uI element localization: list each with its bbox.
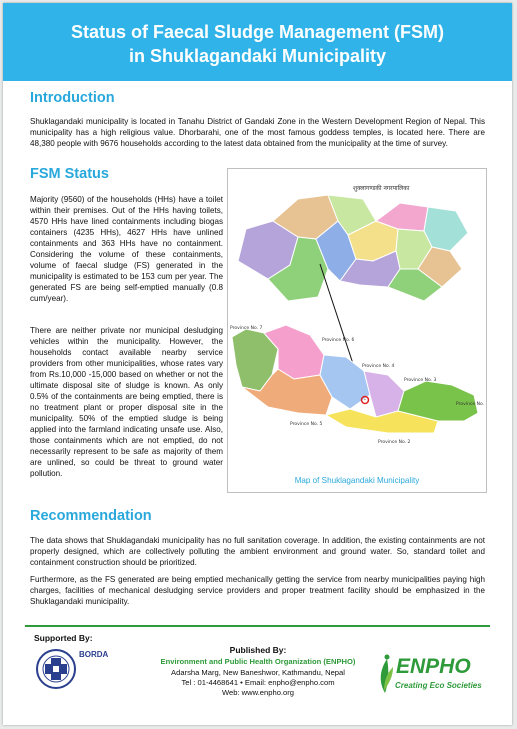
publisher-contact: Tel : 01-4468641 • Email: enpho@enpho.com [181, 678, 335, 687]
map-inset-title: शुक्लागण्डकी नगरपालिका [353, 185, 410, 192]
province-regions [232, 325, 478, 433]
recommendation-paragraph-1: The data shows that Shuklagandaki municipality has no full sanitation coverage. In addition, the existing containments are not properly designed, which are collectively polluting the ambient environment and ground water. So, standard toilet and containment construction should be prioritized. [30, 536, 485, 567]
footer-divider [25, 625, 490, 627]
title-line-2: in Shuklagandaki Municipality [128, 46, 387, 66]
publisher-organization: Environment and Public Health Organization (ENPHO) [160, 657, 356, 666]
title-banner [3, 3, 512, 81]
supported-by-label: Supported By: [34, 633, 93, 643]
enpho-leaf-icon [375, 653, 395, 695]
introduction-heading: Introduction [30, 90, 115, 106]
province-label-4: Province No. 4 [362, 364, 395, 369]
publisher-website: Web: www.enpho.org [221, 688, 295, 697]
enpho-tagline: Creating Eco Societies [395, 681, 482, 690]
published-by-label: Published By: [229, 645, 287, 655]
province-label-7: Province No. 7 [230, 326, 263, 331]
introduction-text: Shuklagandaki municipality is located in Tanahu District of Gandaki Zone in the Western Development Region of Nepal. This municipality has a high religious value. Dhorbarahi, one of the most famous goddess temples, is located here. There are 48,380 people with 9676 households according to the latest data obtained from the municipality at the time of survey. [30, 117, 485, 148]
fsm-status-paragraph-1: Majority (9560) of the households (HHs) have a toilet within their premises. Out of the HHs having toilets, 4570 HHs have lined containments including biogas containers (4235 HHs), 4627 HHs have unlined containments and 363 HHs have no containment. Considering the volume of these containments, volume of faecal sludge (FS) generated in the municipality is estimated to be 153 cum per year. The generated FS are being self-emptied manually (0.8 cum/year). [30, 195, 223, 303]
title-line-1: Status of Faecal Sludge Management (FSM) [70, 22, 445, 42]
fsm-status-paragraph-2: There are neither private nor municipal desludging vehicles within the municipality. However, the households contact available nearby service providers from other municipalities, whose rates vary from Rs.10,000 -15,000 based on whether or not the ultimate disposal site of sludge is known. As only 0.5% of the containments are being emptied, there is no treatment plant or proper disposal site in the municipality. 50% of the emptied sludge is being applied into the farmland indicating unsafe use. Also, those containments which are not emptied, do not necessarily represent to be safe as majority of them are unlined, so could be threat to ground water pollution. [30, 326, 223, 478]
province-label-3: Province No. 3 [404, 378, 437, 383]
province-label-5: Province No. 5 [290, 422, 323, 427]
province-label-1: Province No. 1 [456, 402, 486, 407]
recommendation-heading: Recommendation [30, 508, 152, 524]
recommendation-paragraph-2: Furthermore, as the FS generated are being emptied mechanically getting the service from nearby municipalities paying high charges, facilities of mechanical desludging service providers and proper treatment facility should be emphasized in the Shuklagandaki municipality. [30, 575, 485, 606]
enpho-logo-text: ENPHO [396, 655, 471, 678]
map-caption: Map of Shuklagandaki Municipality [294, 476, 420, 485]
publisher-address: Adarsha Marg, New Baneshwor, Kathmandu, Nepal [171, 668, 345, 677]
municipality-map [227, 168, 487, 493]
borda-name: BORDA [79, 650, 109, 659]
fact-sheet-page [3, 3, 512, 725]
borda-logo-icon [35, 648, 77, 690]
province-label-2: Province No. 2 [378, 440, 411, 445]
province-label-6: Province No. 6 [322, 338, 355, 343]
municipality-wards [238, 195, 468, 301]
fsm-status-heading: FSM Status [30, 166, 109, 182]
map-illustration [228, 169, 486, 474]
